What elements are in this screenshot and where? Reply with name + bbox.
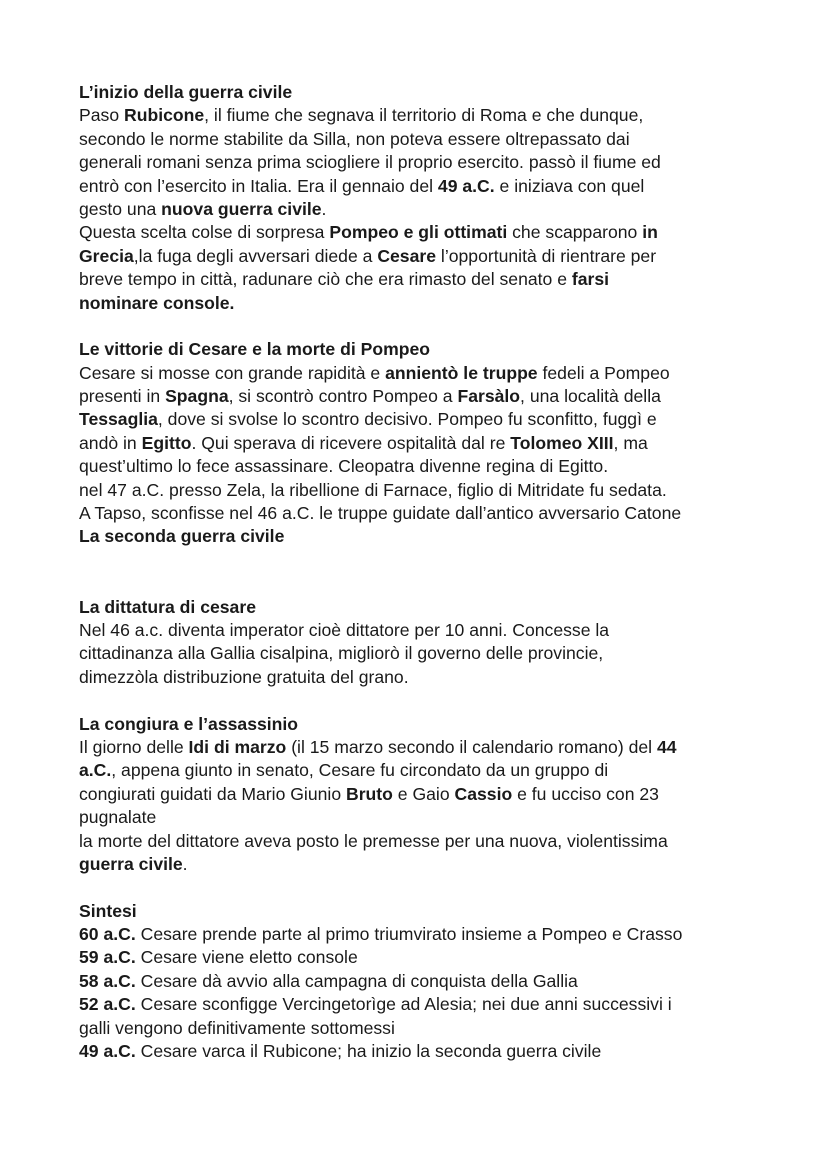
bold-text: Farsàlo <box>457 386 521 407</box>
text-line <box>79 128 779 151</box>
section-body <box>79 736 779 876</box>
text-run: la morte del dittatore aveva posto le premesse per una nuova, violentissima <box>79 830 668 851</box>
bold-text: Egitto <box>141 432 192 453</box>
text-line <box>79 268 779 291</box>
bold-text: La seconda guerra civile <box>79 526 285 547</box>
text-run: e iniziava con quel <box>494 175 645 196</box>
text-line <box>79 783 779 806</box>
text-run: l’opportunità di rientrare per <box>436 245 657 266</box>
section-summary <box>79 900 779 1064</box>
text-run: Cesare sconfigge Vercingetorìge ad Alesia; nei due anni successivi i <box>135 994 672 1015</box>
bold-text: annientò le truppe <box>385 362 538 383</box>
bold-text: 44 <box>656 736 677 757</box>
text-run: fedeli a Pompeo <box>537 362 670 383</box>
bold-text: a.C. <box>79 760 112 781</box>
text-run: . Qui sperava di ricevere ospitalità dal re <box>191 432 511 453</box>
text-run: , il fiume che segnava il territorio di Roma e che dunque, <box>204 105 644 126</box>
text-line <box>79 642 779 665</box>
section-heading: Sintesi <box>79 900 137 921</box>
text-line <box>79 198 779 221</box>
text-line <box>79 1040 779 1063</box>
bold-text: Bruto <box>346 783 393 804</box>
bold-text: guerra civile <box>79 853 183 874</box>
text-run: Cesare viene eletto console <box>135 947 358 968</box>
text-line <box>79 923 779 946</box>
section-civil-war-start <box>79 81 779 315</box>
text-run: , ma <box>613 432 648 453</box>
text-run: congiurati guidati da Mario Giunio <box>79 783 346 804</box>
text-line <box>79 432 779 455</box>
text-line <box>79 525 779 548</box>
text-line <box>79 759 779 782</box>
bold-text: Pompeo e gli ottimati <box>329 222 508 243</box>
text-line <box>79 385 779 408</box>
text-run: e fu ucciso con 23 <box>512 783 659 804</box>
bold-text: 49 a.C. <box>79 1041 136 1062</box>
section-victories <box>79 338 779 549</box>
text-line <box>79 362 779 385</box>
section-body <box>79 362 779 549</box>
section-body <box>79 619 779 689</box>
text-run: Cesare dà avvio alla campagna di conquista della Gallia <box>135 970 578 991</box>
text-run: e Gaio <box>392 783 455 804</box>
bold-text: 60 a.C. <box>79 924 136 945</box>
text-run: quest’ultimo lo fece assassinare. Cleopatra divenne regina di Egitto. <box>79 456 609 477</box>
text-line <box>79 853 779 876</box>
bold-text: Cesare <box>377 245 437 266</box>
section-heading: La dittatura di cesare <box>79 596 256 617</box>
text-run: entrò con l’esercito in Italia. Era il gennaio del <box>79 175 438 196</box>
text-run: (il 15 marzo secondo il calendario romano) del <box>286 736 657 757</box>
bold-text: Idi di marzo <box>188 736 287 757</box>
text-run: andò in <box>79 432 142 453</box>
section-dictatorship <box>79 596 779 690</box>
text-run: galli vengono definitivamente sottomessi <box>79 1017 395 1038</box>
bold-text: in <box>642 222 658 243</box>
text-line <box>79 806 779 829</box>
bold-text: nuova guerra civile <box>161 198 322 219</box>
text-run: , dove si svolse lo scontro decisivo. Pompeo fu sconfitto, fuggì e <box>157 409 657 430</box>
text-line <box>79 666 779 689</box>
text-line <box>79 455 779 478</box>
document-page <box>79 81 779 1063</box>
bold-text: 59 a.C. <box>79 947 136 968</box>
bold-text: 52 a.C. <box>79 994 136 1015</box>
text-run: che scapparono <box>507 222 643 243</box>
text-run: . <box>321 198 327 219</box>
text-run: presenti in <box>79 386 166 407</box>
text-run: secondo le norme stabilite da Silla, non poteva essere oltrepassato dai <box>79 128 630 149</box>
text-run: A Tapso, sconfisse nel 46 a.C. le truppe guidate dall’antico avversario Catone <box>79 503 682 524</box>
text-run: cittadinanza alla Gallia cisalpina, migliorò il governo delle provincie, <box>79 643 604 664</box>
text-line <box>79 151 779 174</box>
text-line <box>79 946 779 969</box>
text-line <box>79 292 779 315</box>
text-run: Nel 46 a.c. diventa imperator cioè dittatore per 10 anni. Concesse la <box>79 620 610 640</box>
text-run: Cesare varca il Rubicone; ha inizio la seconda guerra civile <box>135 1041 602 1062</box>
text-line <box>79 479 779 502</box>
section-body <box>79 104 779 315</box>
bold-text: Tolomeo XIII <box>510 432 614 453</box>
text-run: , si scontrò contro Pompeo a <box>228 386 458 407</box>
section-heading: Le vittorie di Cesare e la morte di Pompeo <box>79 339 430 360</box>
text-line <box>79 245 779 268</box>
text-run: ,la fuga degli avversari diede a <box>133 245 378 266</box>
text-line <box>79 502 779 525</box>
bold-text: farsi <box>571 269 610 290</box>
text-run: gesto una <box>79 198 162 219</box>
text-run: Questa scelta colse di sorpresa <box>79 222 330 243</box>
bold-text: Tessaglia <box>79 409 158 430</box>
text-line <box>79 993 779 1016</box>
text-run: Cesare si mosse con grande rapidità e <box>79 362 386 383</box>
text-line <box>79 221 779 244</box>
bold-text: nominare console. <box>79 292 235 313</box>
text-run: breve tempo in città, radunare ciò che era rimasto del senato e <box>79 269 572 290</box>
bold-text: Rubicone <box>124 105 205 126</box>
text-line <box>79 175 779 198</box>
bold-text: Grecia <box>79 245 134 266</box>
bold-text: 58 a.C. <box>79 970 136 991</box>
text-line <box>79 104 779 127</box>
text-run: , una località della <box>520 386 661 407</box>
text-run: Il giorno delle <box>79 736 189 757</box>
section-body <box>79 923 779 1063</box>
text-line <box>79 830 779 853</box>
section-conspiracy <box>79 713 779 877</box>
text-line <box>79 736 779 759</box>
bold-text: Spagna <box>165 386 229 407</box>
text-run: Cesare prende parte al primo triumvirato insieme a Pompeo e Crasso <box>135 924 683 945</box>
text-run: nel 47 a.C. presso Zela, la ribellione di Farnace, figlio di Mitridate fu sedata. <box>79 479 667 500</box>
text-run: pugnalate <box>79 807 157 828</box>
bold-text: 49 a.C. <box>437 175 495 196</box>
bold-text: Cassio <box>454 783 513 804</box>
text-line <box>79 408 779 431</box>
text-line <box>79 619 779 642</box>
text-run: generali romani senza prima sciogliere il proprio esercito. passò il fiume ed <box>79 152 661 173</box>
text-run: dimezzòla distribuzione gratuita del grano. <box>79 666 409 687</box>
section-heading: La congiura e l’assassinio <box>79 713 299 734</box>
section-heading: L’inizio della guerra civile <box>79 82 293 102</box>
text-run: , appena giunto in senato, Cesare fu circondato da un gruppo di <box>111 760 609 781</box>
text-line <box>79 970 779 993</box>
text-run: Paso <box>79 105 124 126</box>
text-line <box>79 1017 779 1040</box>
text-run: . <box>182 853 188 874</box>
